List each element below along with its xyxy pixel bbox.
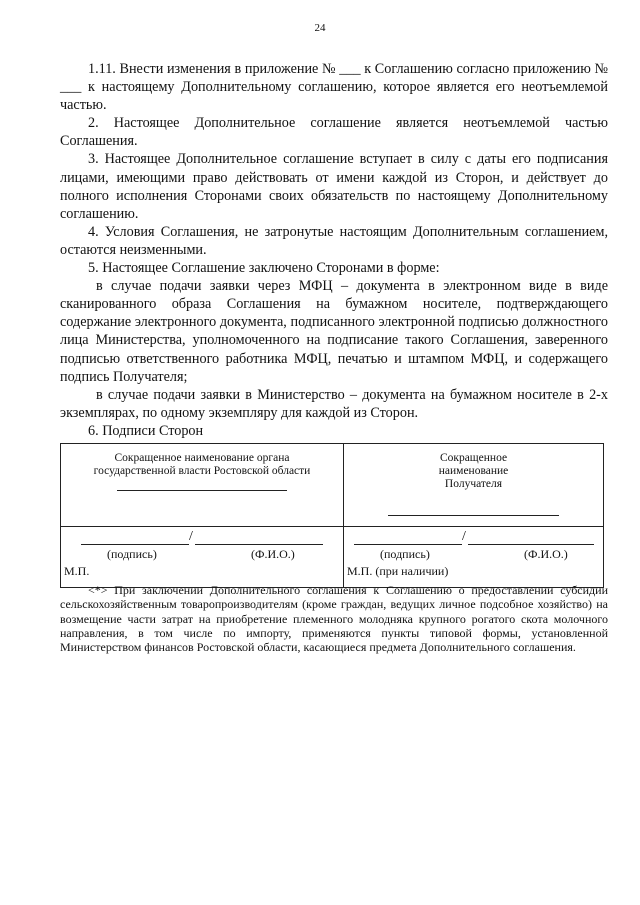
right-signature-slash: / [462,528,466,544]
paragraph-5-ministry: в случае подачи заявки в Министерство – документа на бумажном носителе в 2-х экземплярах, по одному экземпляру для каждой из Сторон. [60,386,608,421]
paragraph-5: 5. Настоящее Соглашение заключено Сторонами в форме: [88,260,440,277]
paragraph-1-11: 1.11. Внести изменения в приложение № ___ к Соглашению согласно приложению № ___ к настоящему Дополнительному соглашению, которое является его неотъемлемой частью. [60,61,608,114]
paragraph-6: 6. Подписи Сторон [88,422,204,439]
document-body [60,60,608,588]
left-sign-label: (подпись) [107,546,157,561]
right-fio-label: (Ф.И.О.) [524,546,568,561]
paragraph-5-mfc: в случае подачи заявки через МФЦ – документа в электронном виде в виде сканированного образа Соглашения на бумажном носителе, подтверждающего содержание электронного документа, подписанного электронной подписью должностного лица Министерства, уполномоченного на подписание такого Соглашения, заверенного подписью ответственного работника МФЦ, печатью и штампом МФЦ, и содержащего подпись Получателя; [60,278,608,385]
right-sign-label: (подпись) [380,546,430,561]
left-party-name-line[interactable] [117,490,287,491]
left-party-heading: Сокращенное наименование органа государственной власти Ростовской области [93,451,311,477]
page-number: 24 [314,22,326,34]
left-signature-line[interactable] [81,544,189,545]
paragraph-3: 3. Настоящее Дополнительное соглашение вступает в силу с даты его подписания лицами, имеющими право действовать от имени каждой из Сторон, и действует до полного исполнения Сторонами своих обязательств по настоящему Дополнительному соглашению. [60,151,608,222]
left-party-cell [61,443,344,526]
right-party-name-line[interactable] [388,515,559,516]
left-fio-line[interactable] [195,544,323,545]
left-fio-label: (Ф.И.О.) [251,546,295,561]
right-signature-line[interactable] [354,544,462,545]
left-stamp-label: М.П. [64,563,90,578]
right-fio-line[interactable] [468,544,594,545]
right-stamp-label: М.П. (при наличии) [347,563,449,578]
right-party-heading: Сокращенное наименование Получателя [438,451,509,490]
signatures-table [60,443,604,588]
left-signature-cell [61,526,344,587]
right-signature-cell [344,526,604,587]
left-signature-slash: / [189,528,193,544]
paragraph-2: 2. Настоящее Дополнительное соглашение является неотъемлемой частью Соглашения. [60,115,608,150]
footnote: <*> При заключении Дополнительного соглашения к Соглашению о предоставлении субсидии сельскохозяйственным товаропроизводителям (кроме граждан, ведущих личное подсобное хозяйство) на возмещение части затрат на приобретение племенного молодняка крупного рогатого скота молочного направления, в том числе по импорту, применяются пункты типовой формы, установленной Министерством финансов Ростовской области, касающиеся предмета Дополнительного соглашения. [60,583,608,655]
paragraph-4: 4. Условия Соглашения, не затронутые настоящим Дополнительным соглашением, остаются неизменными. [60,223,608,258]
right-party-cell [344,443,604,526]
